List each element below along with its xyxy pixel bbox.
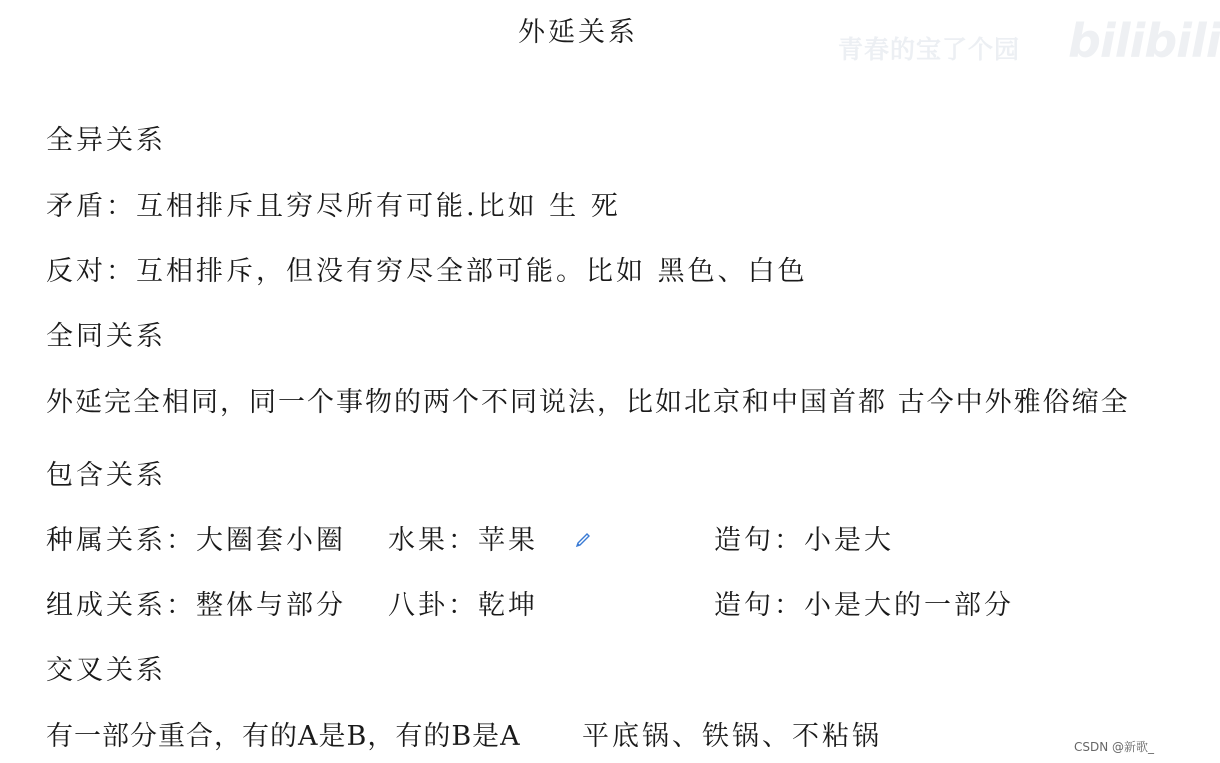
text-sentence-2: 造句：小是大的一部分 xyxy=(714,590,1014,621)
text-bagua: 八卦：乾坤 xyxy=(388,590,538,621)
text-line-contradiction: 矛盾：互相排斥且穷尽所有可能.比如 生 死 xyxy=(46,191,621,222)
csdn-watermark: CSDN @新歌_ xyxy=(1074,740,1155,754)
text-line-pans: 平底锅、铁锅、不粘锅 xyxy=(582,721,882,752)
section-heading-identity: 全同关系 xyxy=(46,321,166,352)
watermark-text: 青春的宝了个园 xyxy=(838,35,1021,64)
section-heading-inclusion: 包含关系 xyxy=(46,460,166,491)
text-genus-species: 种属关系：大圈套小圈 xyxy=(46,525,346,556)
page-title: 外延关系 xyxy=(518,17,638,48)
text-sentence-1: 造句：小是大 xyxy=(714,525,894,556)
text-line-intersection: 有一部分重合，有的A是B，有的B是A xyxy=(46,721,521,752)
text-line-contrary: 反对：互相排斥，但没有穷尽全部可能。比如 黑色、白色 xyxy=(46,256,808,287)
bilibili-logo: bilibili xyxy=(1068,14,1220,68)
pen-cursor-icon xyxy=(574,531,592,549)
text-fruit-apple: 水果：苹果 xyxy=(388,525,538,556)
text-composition: 组成关系：整体与部分 xyxy=(46,590,346,621)
section-heading-disjoint: 全异关系 xyxy=(46,125,166,156)
section-heading-intersection: 交叉关系 xyxy=(46,655,166,686)
text-line-identity: 外延完全相同，同一个事物的两个不同说法，比如北京和中国首都 古今中外雅俗缩全 xyxy=(46,387,1130,418)
